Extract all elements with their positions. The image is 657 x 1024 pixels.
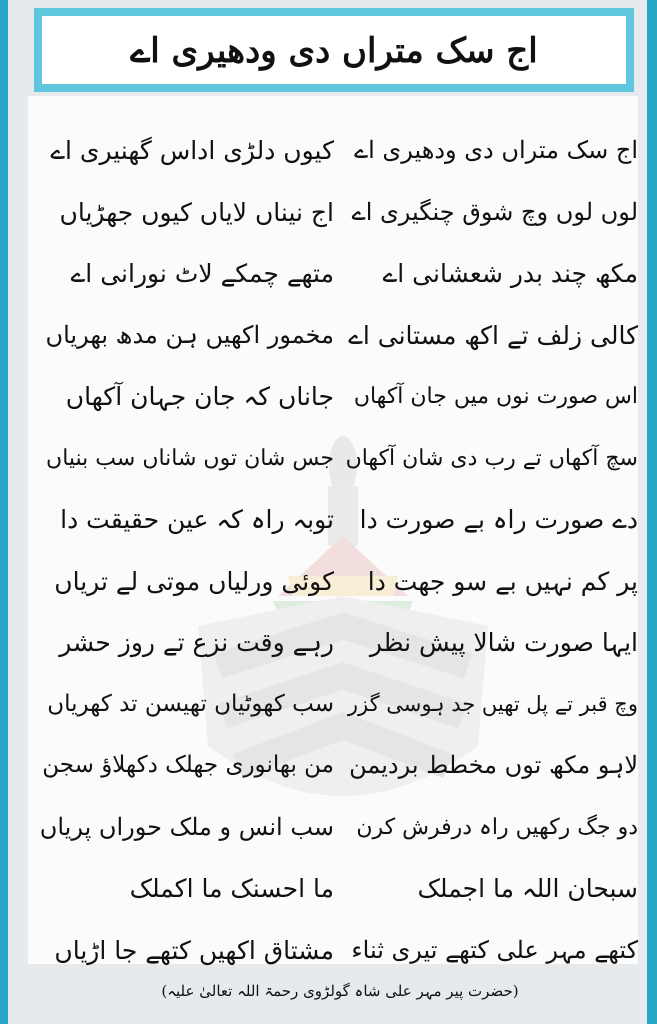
poem-line: وچ قبر تے پل تھیں جد ہوسی گزر [347,691,638,716]
poem-line: دے صورت راہ بے صورت دا [359,505,638,534]
poem-line: سچ آکھاں تے رب دی شان آکھاں [345,445,638,471]
poem-line: سبحان اللہ ما اجملک [417,874,638,903]
title-banner [34,8,634,92]
poem-line: متھے چمکے لاٹ نورانی اے [70,259,334,288]
poem-line: مخمور اکھیں ہن مدھ بھریاں [45,320,334,349]
right-frame-border [647,0,657,1024]
poem-line: اس صورت نوں میں جان آکھاں [353,384,638,409]
poem-line: اج سک متراں دی ودھیری اے [354,136,638,164]
poem-line: مکھ چند بدر شعشانی اے [382,259,638,288]
poem-line: اج نیناں لایاں کیوں جھڑیاں [59,197,334,227]
poem-line: جس شان توں شاناں سب بنیاں [46,445,334,471]
poem-right-column [346,120,638,981]
poem-line: رہے وقت نزع تے روز حشر [59,628,334,657]
poem-line: لاہو مکھ توں مخطط بردیمن [349,751,638,779]
poem-line: کالی زلف تے اکھ مستانی اے [348,320,638,350]
poem-line: من بھانوری جھلک دکھلاؤ سجن [42,752,334,778]
poem-line: لوں لوں وچ شوق چنگیری اے [351,197,638,226]
poem-line: توبہ راہ کہ عین حقیقت دا [60,505,334,534]
poem-line: سب انس و ملک حوراں پریاں [39,812,334,841]
poem-line: ایہا صورت شالا پیش نظر [369,628,638,657]
poem-line: جاناں کہ جان جہان آکھاں [65,382,334,411]
poem-line: پر کم نہیں بے سو جھت دا [367,566,638,596]
poem-line: ما احسنک ما اکملک [129,874,334,903]
poet-attribution: (حضرت پیر مہر علی شاہ گولڑوی رحمۃ اللہ تعالیٰ علیہ) [161,982,519,1000]
left-frame-border [0,0,8,1024]
poem-page [28,96,638,964]
poem-line: سب کھوٹیاں تھیسن تد کھریاں [47,690,334,717]
poem-line: کیوں دلڑی اداس گھنیری اے [50,136,334,165]
title-banner-inner [42,16,626,84]
poem-title: اج سک متراں دی ودھیری اے [130,30,538,71]
poem-left-column [38,120,334,981]
poem-line: کتھے مہر علی کتھے تیری ثناء [351,935,638,964]
poem-line: مشتاق اکھیں کتھے جا اڑیاں [54,935,334,965]
poem-line: کوئی ورلیاں موتی لے تریاں [54,566,334,596]
poem-line: دو جگ رکھیں راہ درفرش کرن [356,814,638,840]
